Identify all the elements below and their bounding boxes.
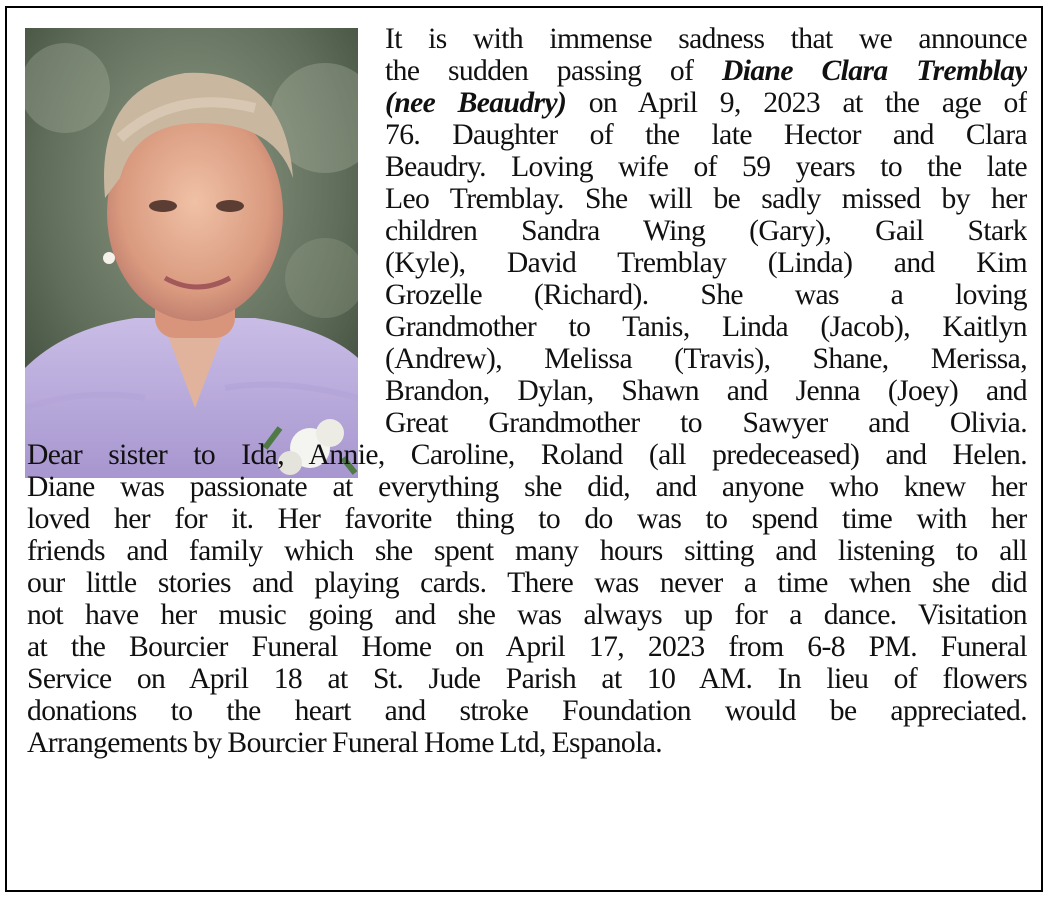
text-line: 76. Daughter of the late Hector and Clara [385, 119, 1027, 151]
text-line: Service on April 18 at St. Jude Parish at 10 AM. In lieu of flowers [27, 663, 1027, 695]
text-line: Grozelle (Richard). She was a loving [385, 279, 1027, 311]
text-line: not have her music going and she was always up for a dance. Visitation [27, 599, 1027, 631]
text-line: Leo Tremblay. She will be sadly missed by her [385, 183, 1027, 215]
text-line: Beaudry. Loving wife of 59 years to the late [385, 151, 1027, 183]
text-line: Grandmother to Tanis, Linda (Jacob), Kaitlyn [385, 311, 1027, 343]
text-line: Great Grandmother to Sawyer and Olivia. [385, 407, 1027, 439]
text-line: (nee Beaudry) on April 9, 2023 at the age of [385, 87, 1027, 119]
maiden-name: (nee Beaudry) [385, 87, 567, 119]
text-line: (Kyle), David Tremblay (Linda) and Kim [385, 247, 1027, 279]
text-line: It is with immense sadness that we announce [385, 23, 1027, 55]
text-line: donations to the heart and stroke Foundation would be appreciated. [27, 695, 1027, 727]
text-line: our little stories and playing cards. There was never a time when she did [27, 567, 1027, 599]
text-line: Dear sister to Ida, Annie, Caroline, Roland (all predeceased) and Helen. [27, 439, 1027, 471]
deceased-name: Diane Clara Tremblay [721, 55, 1027, 87]
obituary-text [27, 23, 1027, 759]
text-line: Arrangements by Bourcier Funeral Home Ltd, Espanola. [27, 727, 663, 759]
text-line: at the Bourcier Funeral Home on April 17, 2023 from 6-8 PM. Funeral [27, 631, 1027, 663]
text-line: Brandon, Dylan, Shawn and Jenna (Joey) and [385, 375, 1027, 407]
text-line: the sudden passing of Diane Clara Tremblay [385, 55, 1027, 87]
text-line: friends and family which she spent many hours sitting and listening to all [27, 535, 1027, 567]
text-line: loved her for it. Her favorite thing to do was to spend time with her [27, 503, 1027, 535]
text-line: children Sandra Wing (Gary), Gail Stark [385, 215, 1027, 247]
text-line: Diane was passionate at everything she did, and anyone who knew her [27, 471, 1027, 503]
text-line: (Andrew), Melissa (Travis), Shane, Merissa, [385, 343, 1027, 375]
